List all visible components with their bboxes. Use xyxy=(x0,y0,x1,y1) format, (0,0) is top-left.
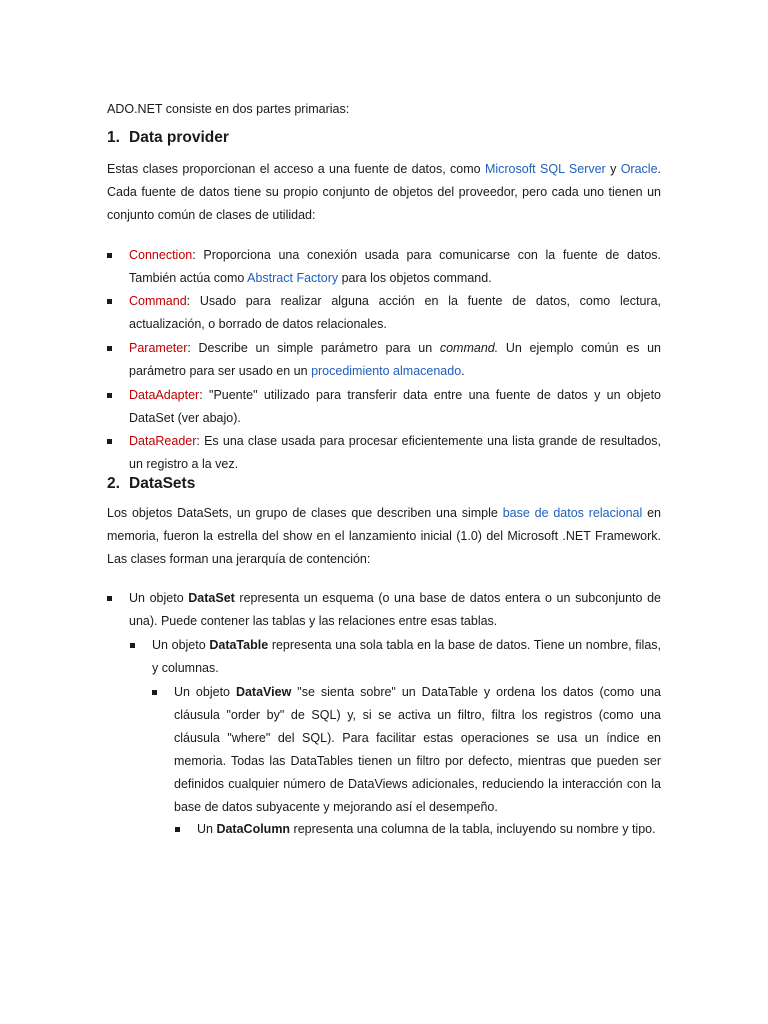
section2-text-a: Los objetos DataSets, un grupo de clases que describen una simple xyxy=(107,506,503,520)
item-text: Un objeto xyxy=(174,685,236,699)
item-text: "se sienta sobre" un DataTable y ordena los datos (como una cláusula "order by" de SQL) y, si se activa un filtro, filtra los registros (como una cláusula "where" del SQL). Para facilitar estas operaciones se usa un índice en memoria. Todas las DataTables tienen un filtro por defecto, mientras que pueden ser definidos cualquier número de DataViews adicionales, reduciendo la interacción con la base de datos subyacente y mejorando así el desempeño. xyxy=(174,685,661,814)
item-text: Un objeto xyxy=(152,638,210,652)
link-base-de-datos-relacional[interactable]: base de datos relacional xyxy=(502,506,643,520)
bullet-icon xyxy=(107,253,112,258)
section1-paragraph xyxy=(107,158,661,227)
section2-paragraph xyxy=(107,502,661,571)
term-datareader: DataReader xyxy=(129,434,197,448)
bullet-icon xyxy=(130,643,135,648)
item-text: : Proporciona una conexión usada para comunicarse con la fuente de datos. También actúa como xyxy=(129,248,661,285)
section2-title: DataSets xyxy=(129,475,196,492)
item-text: . xyxy=(461,364,465,378)
list-item-datatable xyxy=(152,634,661,680)
item-text: representa una columna de la tabla, incluyendo su nombre y tipo. xyxy=(290,822,656,836)
list-item-parameter xyxy=(129,337,661,383)
item-text: para los objetos command. xyxy=(338,271,492,285)
term-command: Command xyxy=(129,294,187,308)
link-microsoft-sql-server[interactable]: Microsoft SQL Server xyxy=(484,162,606,176)
term-dataset: DataSet xyxy=(188,591,235,605)
term-parameter: Parameter xyxy=(129,341,188,355)
list-item-dataadapter xyxy=(129,384,661,430)
list-item-command xyxy=(129,290,661,336)
section1-text-y: y xyxy=(605,162,621,176)
section1-heading xyxy=(107,128,661,148)
item-text: Un ejemplo común es un parámetro para ser usado en un xyxy=(129,341,661,378)
intro-text: ADO.NET consiste en dos partes primarias: xyxy=(107,102,350,116)
link-procedimiento-almacenado[interactable]: procedimiento almacenado xyxy=(311,364,462,378)
term-connection: Connection xyxy=(129,248,193,262)
section2-text-b: en memoria, fueron la estrella del show en el lanzamiento inicial (1.0) del Microsoft .NET Framework. Las clases forman una jerarquía de contención: xyxy=(107,506,661,566)
bullet-icon xyxy=(107,393,112,398)
list-item-datacolumn xyxy=(197,818,661,841)
item-text: representa una sola tabla en la base de datos. Tiene un nombre, filas, y columnas. xyxy=(152,638,661,675)
section2-number: 2. xyxy=(107,475,120,492)
list-item-datareader xyxy=(129,430,661,476)
term-dataadapter: DataAdapter xyxy=(129,388,200,402)
list-item-dataview xyxy=(174,681,661,819)
link-abstract-factory[interactable]: Abstract Factory xyxy=(247,271,339,285)
term-datacolumn: DataColumn xyxy=(216,822,291,836)
item-text: : "Puente" utilizado para transferir data entre una fuente de datos y un objeto DataSet (ver abajo). xyxy=(129,388,661,425)
link-oracle[interactable]: Oracle xyxy=(620,162,658,176)
term-dataview: DataView xyxy=(235,685,292,699)
bullet-icon xyxy=(175,827,180,832)
section1-number: 1. xyxy=(107,129,120,146)
section1-text-a: Estas clases proporcionan el acceso a una fuente de datos, como xyxy=(107,162,485,176)
item-text: : Describe un simple parámetro para un xyxy=(187,341,440,355)
bullet-icon xyxy=(152,690,157,695)
bullet-icon xyxy=(107,596,112,601)
term-datatable: DataTable xyxy=(209,638,269,652)
item-text: : Usado para realizar alguna acción en la fuente de datos, como lectura, actualización, o borrado de datos relacionales. xyxy=(129,294,661,331)
item-text: Un objeto xyxy=(129,591,189,605)
item-text: : Es una clase usada para procesar eficientemente una lista grande de resultados, un registro a la vez. xyxy=(129,434,661,471)
italic-command: command. xyxy=(439,341,499,355)
list-item-connection xyxy=(129,244,661,290)
item-text: representa un esquema (o una base de datos entera o un subconjunto de una). Puede contener las tablas y las relaciones entre esas tablas. xyxy=(129,591,661,628)
bullet-icon xyxy=(107,439,112,444)
item-text: Un xyxy=(197,822,217,836)
bullet-icon xyxy=(107,346,112,351)
list-item-dataset xyxy=(129,587,661,633)
bullet-icon xyxy=(107,299,112,304)
section1-title: Data provider xyxy=(129,129,229,146)
section2-heading xyxy=(107,474,661,494)
section1-text-b: . Cada fuente de datos tiene su propio conjunto de objetos del proveedor, pero cada uno tienen un conjunto común de clases de utilidad: xyxy=(107,162,662,222)
